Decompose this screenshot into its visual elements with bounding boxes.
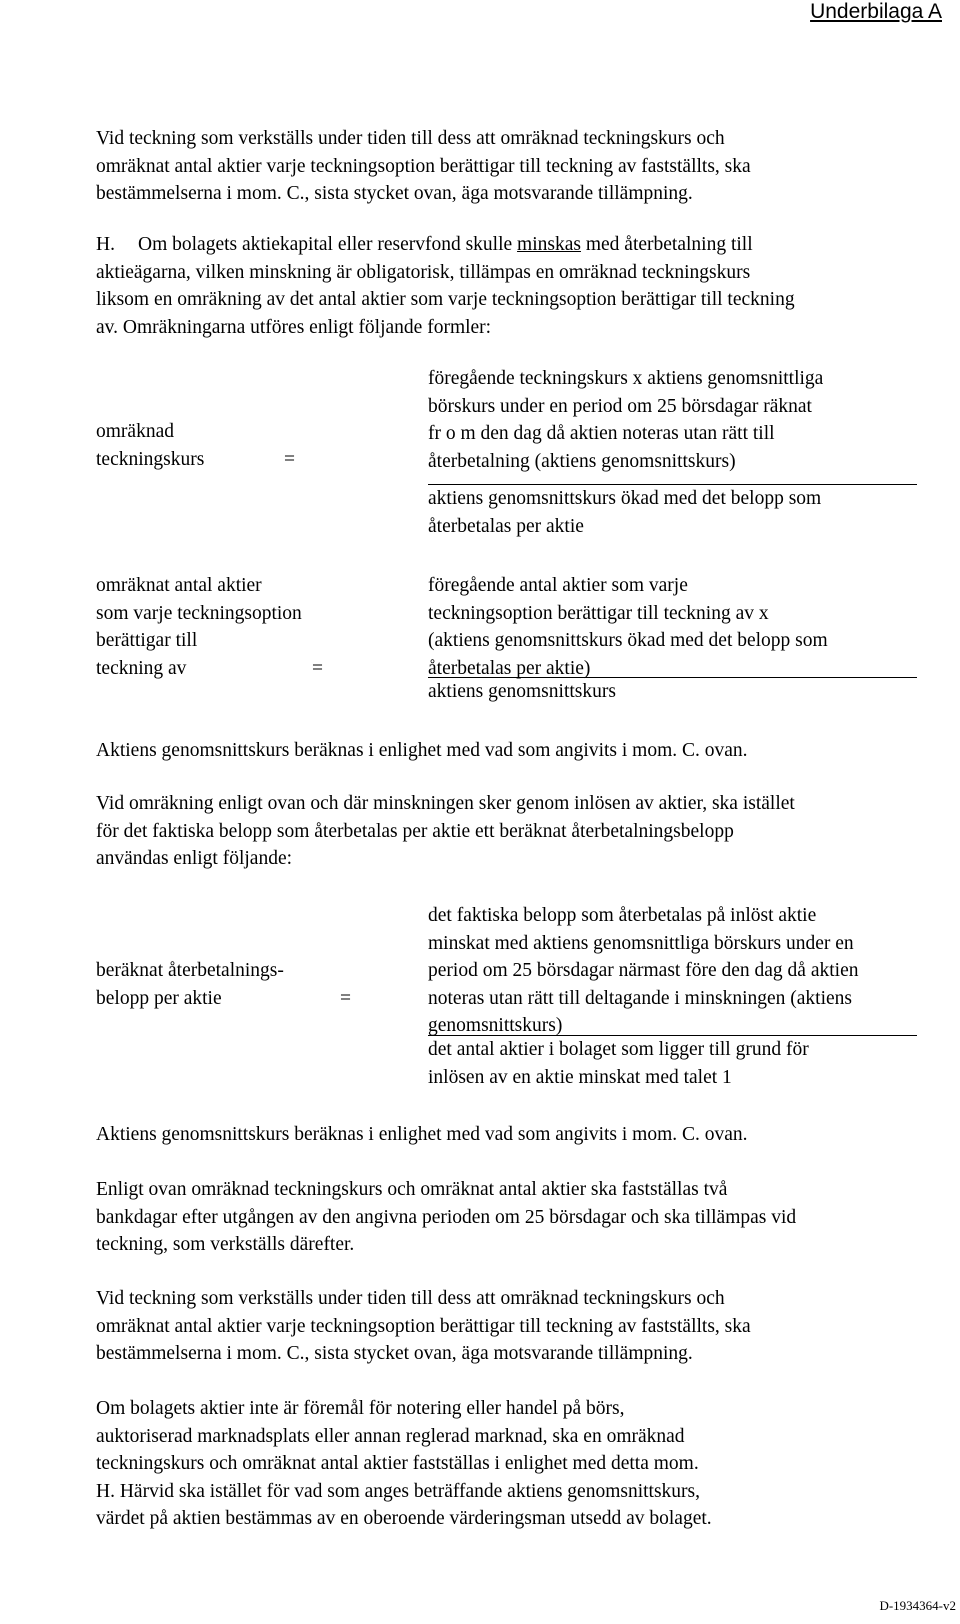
text-line: beräknat återbetalnings- xyxy=(96,960,284,981)
text-line: värdet på aktien bestämmas av en oberoende värderingsman utsedd av bolaget. xyxy=(96,1508,712,1529)
text-line: liksom en omräkning av det antal aktier som varje teckningsoption berättigar till teckning xyxy=(96,289,795,310)
text-line: teckning av xyxy=(96,657,187,679)
section-letter: H. xyxy=(96,234,115,255)
text-line: belopp per aktie xyxy=(96,987,222,1009)
redemption-paragraph xyxy=(96,790,956,873)
text-line: teckningskurs xyxy=(96,448,205,470)
text-line: omräknat antal aktier varje teckningsoption berättigar till teckning av fastställts, ska xyxy=(96,1315,751,1337)
section-h-continuation xyxy=(96,259,956,342)
text-line: det faktiska belopp som återbetalas på inlöst aktie xyxy=(428,905,817,926)
text-line: Om bolagets aktier inte är föremål för notering eller handel på börs, xyxy=(96,1398,625,1419)
text-line: användas enligt följande: xyxy=(96,848,293,869)
text-line: återbetalas per aktie xyxy=(428,515,584,537)
text-line: bestämmelserna i mom. C., sista stycket ovan, äga motsvarande tillämpning. xyxy=(96,183,693,204)
text-line: noteras utan rätt till deltagande i minskningen (aktiens xyxy=(428,987,853,1009)
text-line: Vid teckning som verkställs under tiden till dess att omräknad teckningskurs och xyxy=(96,128,725,149)
formula2-denominator xyxy=(428,678,616,706)
text-line: teckningsoption berättigar till teckning av x xyxy=(428,602,769,624)
timing-paragraph xyxy=(96,1176,956,1259)
text-segment: Om bolagets aktiekapital eller reservfond skulle xyxy=(138,234,518,255)
text-line: omräknat antal aktier xyxy=(96,575,262,596)
text-line: börskurs under en period om 25 börsdagar räknat xyxy=(428,395,812,417)
text-line: H. Härvid ska istället för vad som anges beträffande aktiens genomsnittskurs, xyxy=(96,1480,700,1502)
text-line: omräknad xyxy=(96,421,174,442)
text-line: återbetalas per aktie) xyxy=(428,657,591,679)
document-code: D-1934364-v2 xyxy=(879,1598,956,1613)
text-line: Vid omräkning enligt ovan och där minskningen sker genom inlösen av aktier, ska istället xyxy=(96,793,795,814)
text-line: teckning, som verkställs därefter. xyxy=(96,1234,355,1255)
text-line: aktieägarna, vilken minskning är obligatorisk, tillämpas en omräknad teckningskurs xyxy=(96,261,751,283)
formula3-lhs xyxy=(96,957,284,1012)
text-line: aktiens genomsnittskurs ökad med det belopp som xyxy=(428,488,822,509)
text-segment: med återbetalning till xyxy=(580,234,753,255)
text-line: aktiens genomsnittskurs xyxy=(428,681,616,702)
text-line: för det faktiska belopp som återbetalas per aktie ett beräknat återbetalningsbelopp xyxy=(96,820,734,842)
text-line: period om 25 börsdagar närmast före den dag då aktien xyxy=(428,960,859,981)
unlisted-shares-paragraph xyxy=(96,1395,956,1533)
text-line: av. Omräkningarna utföres enligt följande formler: xyxy=(96,316,492,338)
text-line: återbetalning (aktiens genomsnittskurs) xyxy=(428,450,736,472)
attachment-label: Underbilaga A xyxy=(810,0,942,23)
text-line: (aktiens genomsnittskurs ökad med det belopp som xyxy=(428,630,828,651)
formula3-numerator xyxy=(428,902,858,1040)
text-line: det antal aktier i bolaget som ligger till grund för xyxy=(428,1039,809,1060)
subscription-paragraph xyxy=(96,1285,956,1368)
text-line: fr o m den dag då aktien noteras utan rätt till xyxy=(428,423,775,444)
text-line: föregående teckningskurs x aktiens genomsnittliga xyxy=(428,368,824,389)
average-price-note xyxy=(96,1121,956,1149)
formula1-equals: = xyxy=(284,448,295,470)
text-line: minskat med aktiens genomsnittliga börskurs under en xyxy=(428,932,854,954)
text-line: Vid teckning som verkställs under tiden till dess att omräknad teckningskurs och xyxy=(96,1288,725,1309)
text-line: bankdagar efter utgången av den angivna perioden om 25 börsdagar och ska tillämpas vid xyxy=(96,1206,797,1228)
formula2-lhs xyxy=(96,572,302,682)
text-line: omräknat antal aktier varje teckningsoption berättigar till teckning av fastställts, ska xyxy=(96,155,751,177)
text-line: föregående antal aktier som varje xyxy=(428,575,688,596)
formula3-equals: = xyxy=(340,987,351,1009)
formula3-denominator xyxy=(428,1036,809,1091)
text-line: auktoriserad marknadsplats eller annan reglerad marknad, ska en omräknad xyxy=(96,1425,685,1447)
average-price-note xyxy=(96,737,956,765)
section-h-first-line-text xyxy=(138,231,753,259)
text-line: Enligt ovan omräknad teckningskurs och omräknat antal aktier ska fastställas två xyxy=(96,1179,728,1200)
text-line: genomsnittskurs) xyxy=(428,1015,563,1036)
formula1-lhs xyxy=(96,418,204,473)
intro-paragraph xyxy=(96,125,956,208)
formula2-equals: = xyxy=(312,657,323,679)
underlined-word: minskas xyxy=(517,234,581,255)
formula2-numerator xyxy=(428,572,828,682)
text-line: inlösen av en aktie minskat med talet 1 xyxy=(428,1066,732,1088)
text-line: teckningskurs och omräknat antal aktier fastställas i enlighet med detta mom. xyxy=(96,1453,699,1474)
text-line: Aktiens genomsnittskurs beräknas i enlighet med vad som angivits i mom. C. ovan. xyxy=(96,740,748,761)
formula1-denominator xyxy=(428,485,821,540)
text-line: berättigar till xyxy=(96,630,198,651)
formula1-numerator xyxy=(428,365,823,475)
text-line: bestämmelserna i mom. C., sista stycket ovan, äga motsvarande tillämpning. xyxy=(96,1343,693,1364)
text-line: som varje teckningsoption xyxy=(96,602,302,624)
text-line: Aktiens genomsnittskurs beräknas i enlighet med vad som angivits i mom. C. ovan. xyxy=(96,1124,748,1145)
